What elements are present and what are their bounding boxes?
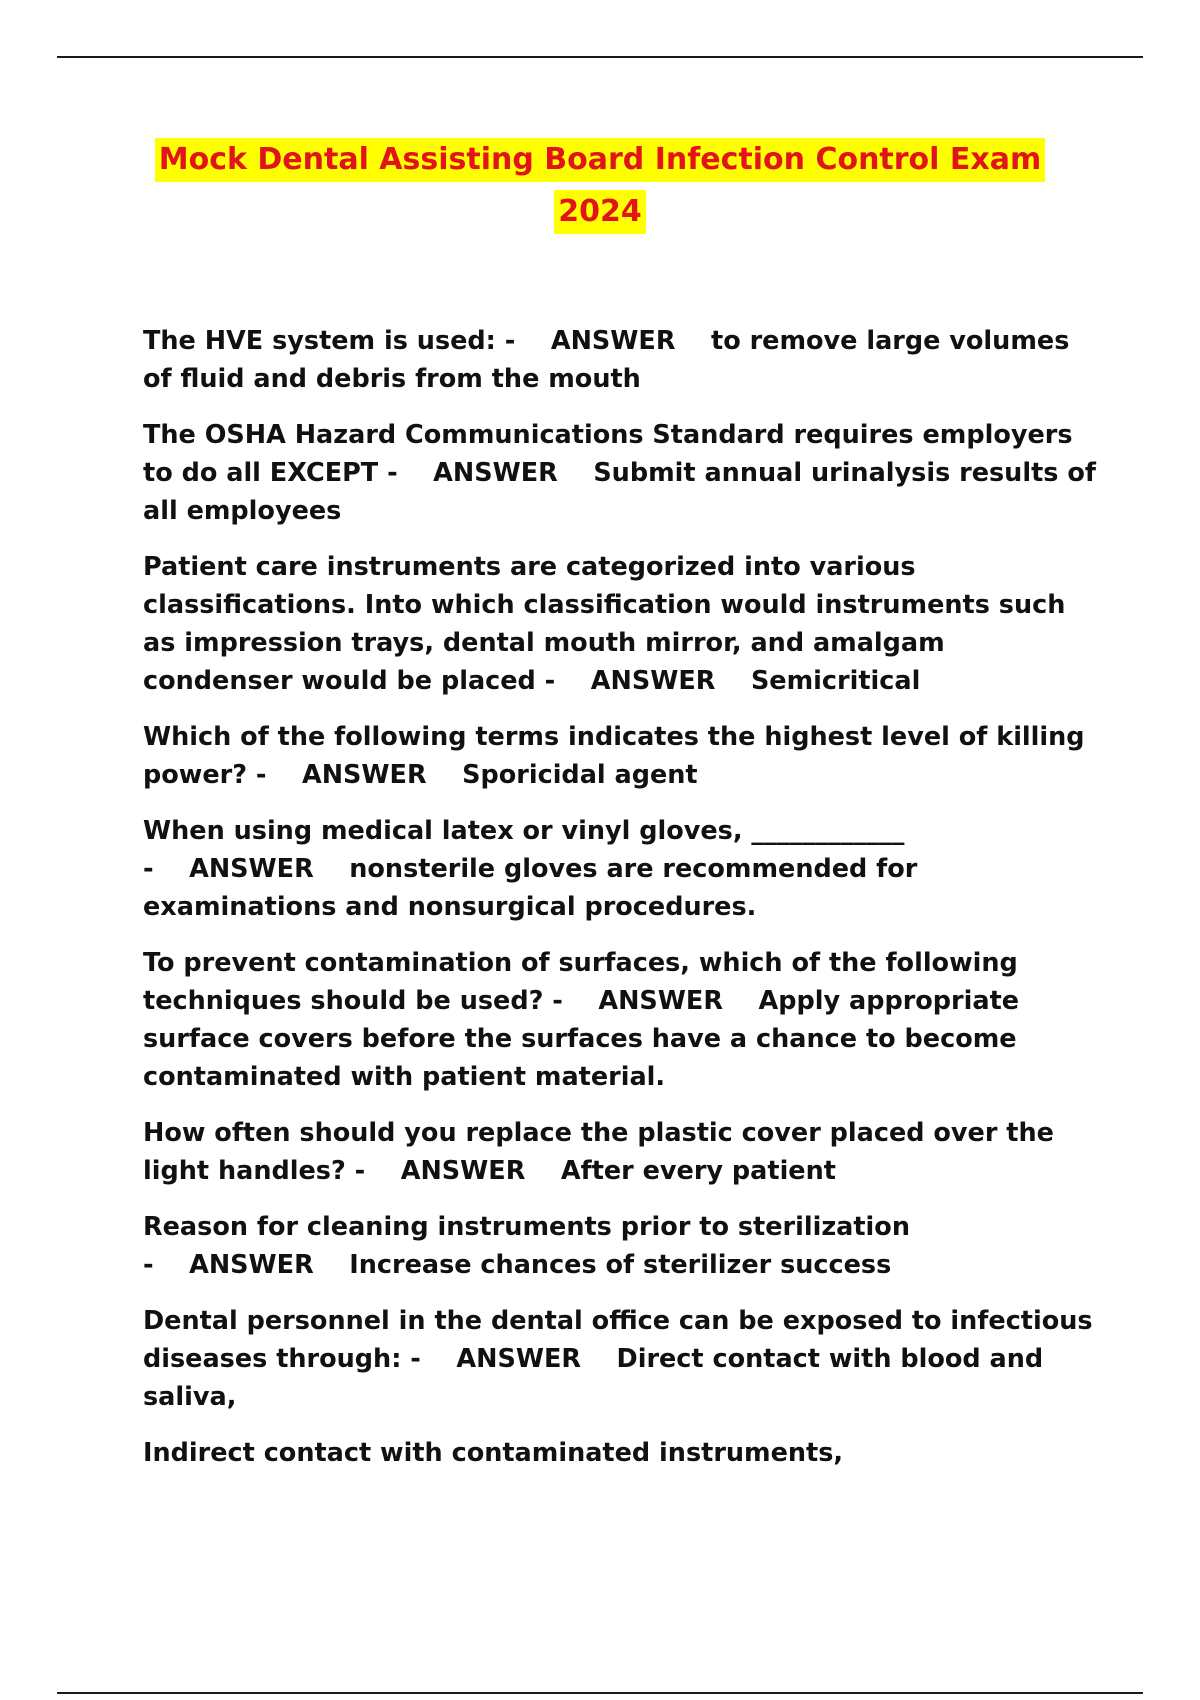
question-text: The HVE system is used: - bbox=[143, 326, 516, 356]
answer-text: to remove large volumes of fluid and debris from the mouth bbox=[143, 326, 1079, 394]
question-text: Dental personnel in the dental office can be exposed to infectious diseases through: - bbox=[143, 1306, 1102, 1374]
answer-label: ANSWER bbox=[456, 1344, 582, 1374]
answer-text: Semicritical bbox=[750, 666, 921, 696]
qa-list bbox=[143, 322, 1103, 1490]
answer-text: Sporicidal agent bbox=[462, 760, 698, 790]
title-line-2: 2024 bbox=[554, 190, 646, 234]
title-line-1: Mock Dental Assisting Board Infection Control Exam bbox=[155, 138, 1046, 182]
bottom-divider bbox=[57, 1692, 1143, 1694]
qa-item bbox=[143, 812, 1103, 926]
answer-label: ANSWER bbox=[598, 986, 723, 1016]
answer-text: Direct contact with blood and saliva, bbox=[143, 1344, 1053, 1412]
top-divider bbox=[57, 56, 1143, 58]
qa-item bbox=[143, 322, 1103, 398]
answer-text: Submit annual urinalysis results of all employees bbox=[143, 458, 1105, 526]
question-text: When using medical latex or vinyl gloves, ____________ - bbox=[143, 816, 914, 884]
qa-item bbox=[143, 416, 1103, 530]
qa-item bbox=[143, 548, 1103, 700]
question-text: Reason for cleaning instruments prior to sterilization - bbox=[143, 1212, 919, 1280]
answer-text: Increase chances of sterilizer success bbox=[349, 1250, 892, 1280]
question-text: The OSHA Hazard Communications Standard requires employers to do all EXCEPT - bbox=[143, 420, 1082, 488]
answer-label: ANSWER bbox=[433, 458, 558, 488]
qa-item bbox=[143, 1208, 1103, 1284]
answer-label: ANSWER bbox=[550, 326, 676, 356]
question-text: How often should you replace the plastic cover placed over the light handles? - bbox=[143, 1118, 1063, 1186]
qa-item bbox=[143, 1302, 1103, 1416]
qa-item bbox=[143, 718, 1103, 794]
answer-text: After every patient bbox=[560, 1156, 836, 1186]
question-text: To prevent contamination of surfaces, which of the following techniques should be used? - bbox=[143, 948, 1027, 1016]
question-text: Which of the following terms indicates the highest level of killing power? - bbox=[143, 722, 1094, 790]
trailing-line: Indirect contact with contaminated instruments, bbox=[143, 1438, 844, 1468]
qa-item bbox=[143, 1114, 1103, 1190]
answer-label: ANSWER bbox=[400, 1156, 526, 1186]
question-text: Patient care instruments are categorized into various classifications. Into which classification would instruments such as impression trays, dental mouth mirror, and amalgam condenser would be placed - bbox=[143, 552, 1075, 696]
document-title bbox=[0, 138, 1200, 234]
answer-label: ANSWER bbox=[590, 666, 716, 696]
qa-item bbox=[143, 944, 1103, 1096]
answer-label: ANSWER bbox=[301, 760, 427, 790]
answer-text: Apply appropriate surface covers before the surfaces have a chance to become contaminated with patient material. bbox=[143, 986, 1028, 1092]
answer-label: ANSWER bbox=[189, 854, 314, 884]
answer-text: nonsterile gloves are recommended for examinations and nonsurgical procedures. bbox=[143, 854, 927, 922]
answer-label: ANSWER bbox=[189, 1250, 314, 1280]
